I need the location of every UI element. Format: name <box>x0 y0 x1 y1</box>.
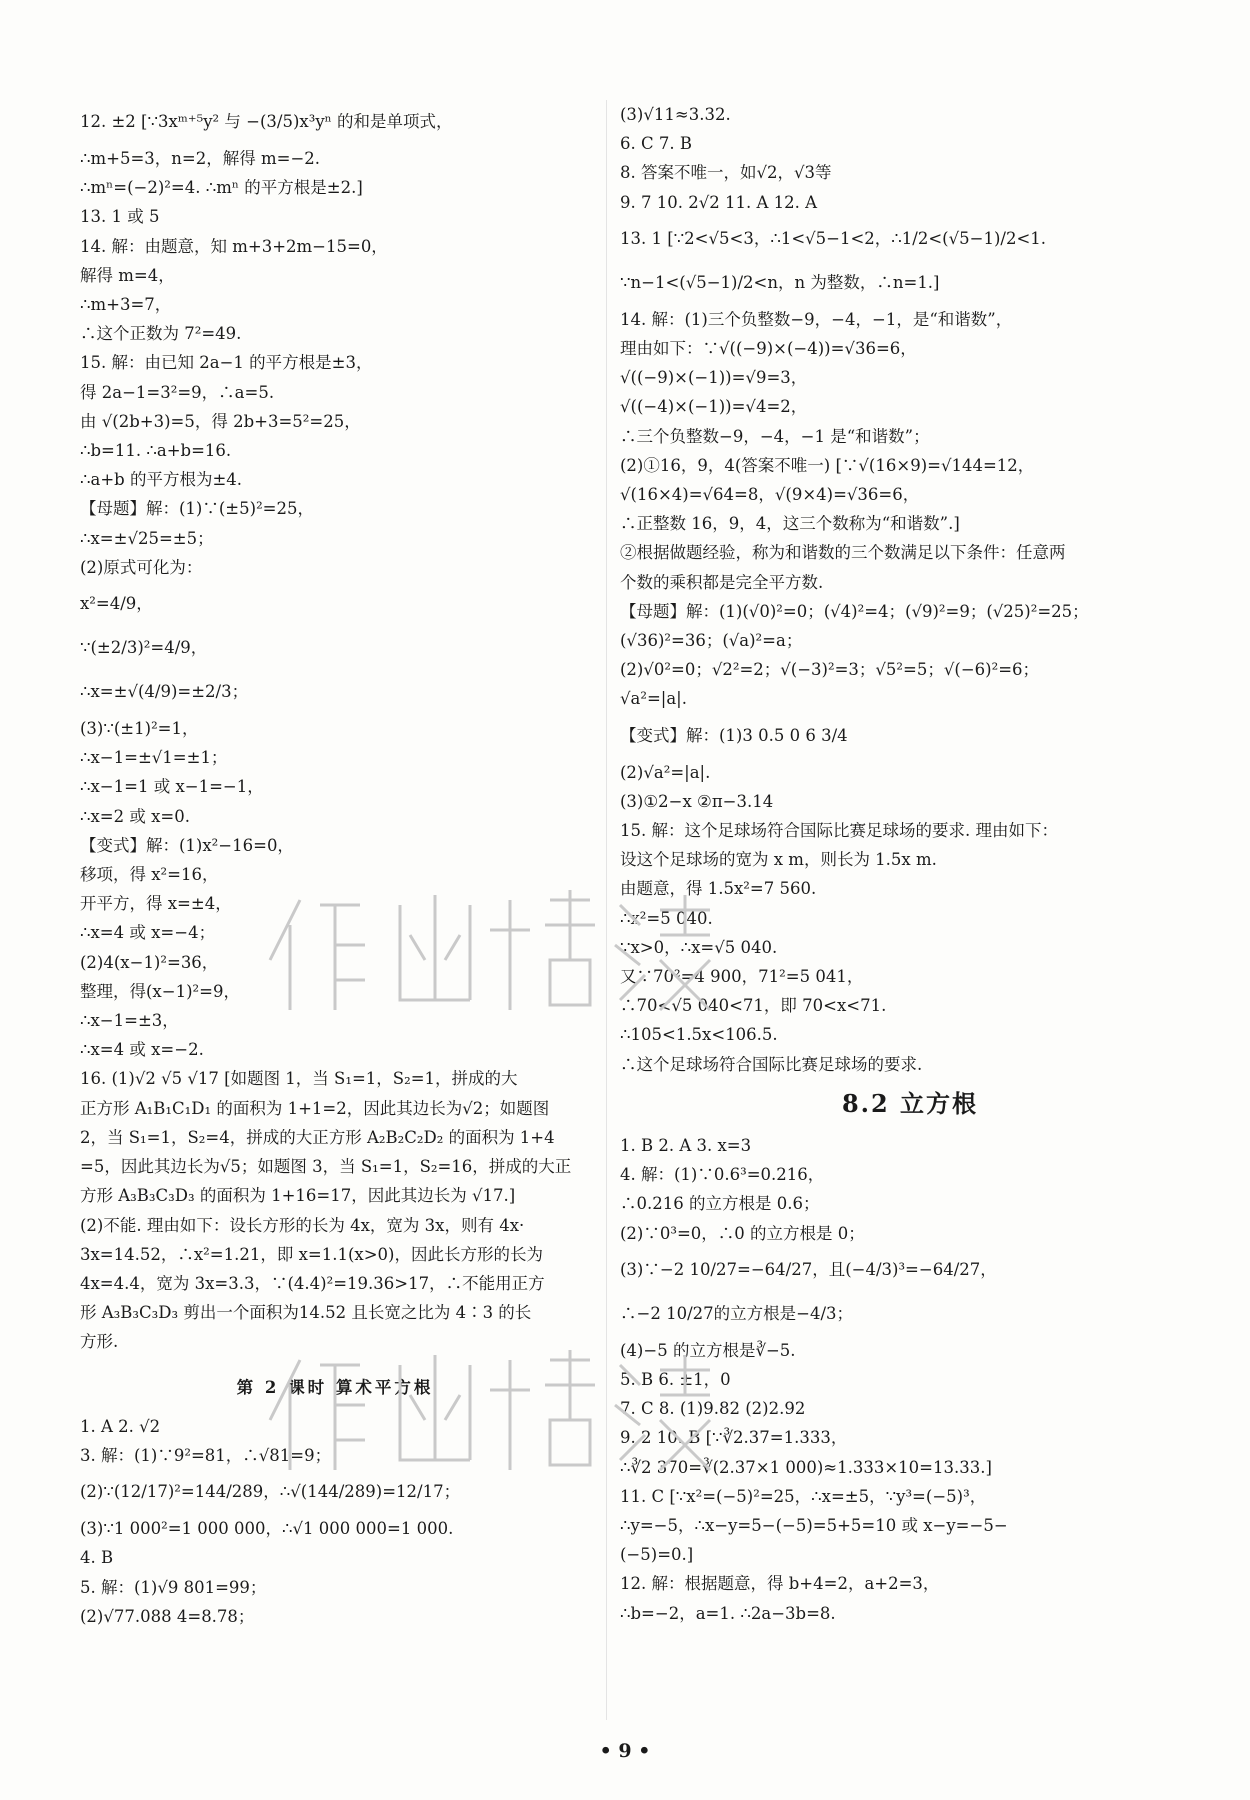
answer-line: 5. B 6. ±1，0 <box>620 1369 731 1389</box>
answer-line: 4. 解：(1)∵0.6³=0.216， <box>620 1165 825 1185</box>
answer-line: ∴x−1=1 或 x−1=−1， <box>80 777 264 797</box>
answer-line: 又∵70²=4 900，71²=5 041， <box>620 967 864 987</box>
answer-line: (2)√a²=|a|. <box>620 762 711 782</box>
answer-line: x²=4/9， <box>80 594 153 614</box>
answer-line: =5，因此其边长为√5；如题图 3，当 S₁=1，S₂=16，拼成的大正 <box>80 1157 572 1177</box>
answer-line: 设这个足球场的宽为 x m，则长为 1.5x m. <box>620 850 937 870</box>
answer-line: ∴x=4 或 x=−2. <box>80 1040 204 1060</box>
answer-line: 个数的乘积都是完全平方数. <box>620 572 824 592</box>
answer-line: 5. 解：(1)√9 801=99； <box>80 1577 267 1597</box>
answer-line: 13. 1 [∵2<√5<3，∴1<√5−1<2，∴1/2<(√5−1)/2<1. <box>620 228 1047 248</box>
answer-line: 8. 答案不唯一，如√2，√3等 <box>620 163 832 183</box>
answer-line: ∴y=−5，∴x−y=5−(−5)=5+5=10 或 x−y=−5− <box>620 1515 1008 1535</box>
answer-line: 14. 解：(1)三个负整数−9，−4，−1，是“和谐数”， <box>620 309 1013 329</box>
answer-line: ∴70<√5 040<71，即 70<x<71. <box>620 996 887 1016</box>
answer-line: (√36)²=36；(√a)²=a； <box>620 631 803 651</box>
answer-line: (2)不能. 理由如下：设长方形的长为 4x，宽为 3x，则有 4x· <box>80 1215 525 1235</box>
answer-line: 4. B <box>80 1548 114 1568</box>
answer-line: ∴a+b 的平方根为±4. <box>80 470 243 490</box>
answer-line: ∴x²=5 040. <box>620 908 713 928</box>
answer-line: 【母题】解：(1)(√0)²=0；(√4)²=4；(√9)²=9；(√25)²=25； <box>620 601 1089 621</box>
answer-line: ∵x>0，∴x=√5 040. <box>620 937 778 957</box>
answer-line: (2)√0²=0；√2²=2；√(−3)²=3；√5²=5；√(−6)²=6； <box>620 660 1040 680</box>
answer-line: 11. C [∵x²=(−5)²=25，∴x=±5，∵y³=(−5)³， <box>620 1486 987 1506</box>
answer-line: 正方形 A₁B₁C₁D₁ 的面积为 1+1=2，因此其边长为√2；如题图 <box>80 1098 550 1118</box>
answer-line: (2)∵0³=0，∴0 的立方根是 0； <box>620 1223 865 1243</box>
answer-line: ∴x−1=±√1=±1； <box>80 748 228 768</box>
answer-line: 15. 解：这个足球场符合国际比赛足球场的要求. 理由如下： <box>620 821 1058 841</box>
answer-line: 9. 2 10. B [∵∛2.37=1.333， <box>620 1428 848 1448</box>
answer-line: (3)∵1 000²=1 000 000，∴√1 000 000=1 000. <box>80 1519 454 1539</box>
answer-line: 1. B 2. A 3. x=3 <box>620 1135 752 1155</box>
answer-line: 开平方，得 x=±4， <box>80 894 232 914</box>
left-column <box>80 100 590 1631</box>
answer-line: ②根据做题经验，称为和谐数的三个数满足以下条件：任意两 <box>620 543 1066 563</box>
answer-line: √((−4)×(−1))=√4=2， <box>620 397 808 417</box>
answer-line: 1. A 2. √2 <box>80 1416 161 1436</box>
answer-line: 解得 m=4， <box>80 265 175 285</box>
answer-line: 3x=14.52，∴x²=1.21，即 x=1.1(x>0)，因此长方形的长为 <box>80 1244 543 1264</box>
answer-line: (2)∵(12/17)²=144/289，∴√(144/289)=12/17； <box>80 1482 461 1502</box>
answer-line: √(16×4)=√64=8，√(9×4)=√36=6， <box>620 485 920 505</box>
answer-line: ∴这个正数为 7²=49. <box>80 324 242 344</box>
answer-line: (2)4(x−1)²=36， <box>80 952 219 972</box>
page-number: • 9 • <box>599 1740 651 1762</box>
answer-line: 14. 解：由题意，知 m+3+2m−15=0， <box>80 236 388 256</box>
answer-line: (3)∵−2 10/27=−64/27，且(−4/3)³=−64/27， <box>620 1259 997 1279</box>
answer-line: 【变式】解：(1)3 0.5 0 6 3/4 <box>620 725 848 745</box>
answer-line: (2)原式可化为： <box>80 557 203 577</box>
answer-line: 由 √(2b+3)=5，得 2b+3=5²=25， <box>80 411 361 431</box>
answer-line: ∴x−1=±3， <box>80 1011 179 1031</box>
answer-line: (4)−5 的立方根是∛−5. <box>620 1340 796 1360</box>
answer-line: 7. C 8. (1)9.82 (2)2.92 <box>620 1399 806 1419</box>
answer-line: 3. 解：(1)∵9²=81，∴√81=9； <box>80 1445 332 1465</box>
lesson-subheading: 第 2 课时 算术平方根 <box>236 1377 434 1397</box>
answer-line: ∴mⁿ=(−2)²=4. ∴mⁿ 的平方根是±2.] <box>80 178 363 198</box>
answer-line: 4x=4.4，宽为 3x=3.3，∵(4.4)²=19.36>17，∴不能用正方 <box>80 1273 545 1293</box>
answer-line: 13. 1 或 5 <box>80 207 160 227</box>
answer-line: 理由如下：∵√((−9)×(−4))=√36=6， <box>620 339 917 359</box>
answer-line: ∴0.216 的立方根是 0.6； <box>620 1194 820 1214</box>
answer-line: ∵n−1<(√5−1)/2<n，n 为整数，∴n=1.] <box>620 272 940 292</box>
answer-line: (2)①16，9，4(答案不唯一) [∵√(16×9)=√144=12， <box>620 455 1035 475</box>
answer-line: ∴x=4 或 x=−4； <box>80 923 216 943</box>
answer-line: ∴105<1.5x<106.5. <box>620 1025 778 1045</box>
answer-line: 6. C 7. B <box>620 134 692 154</box>
answer-line: 由题意，得 1.5x²=7 560. <box>620 879 817 899</box>
answer-line: 移项，得 x²=16， <box>80 865 219 885</box>
answer-line: 15. 解：由已知 2a−1 的平方根是±3， <box>80 353 373 373</box>
answer-line: ∴m+5=3，n=2，解得 m=−2. <box>80 149 321 168</box>
answer-line: ∴b=11. ∴a+b=16. <box>80 441 232 461</box>
answer-line: 得 2a−1=3²=9，∴a=5. <box>80 382 275 402</box>
answer-line: 形 A₃B₃C₃D₃ 剪出一个面积为14.52 且长宽之比为 4∶3 的长 <box>80 1303 532 1323</box>
answer-line: 方形. <box>80 1332 119 1352</box>
answer-line: ∴x=2 或 x=0. <box>80 806 190 826</box>
answer-line: ∴−2 10/27的立方根是−4/3； <box>620 1303 853 1323</box>
answer-line: ∴∛2 370=∛(2.37×1 000)≈1.333×10=13.33.] <box>620 1457 992 1477</box>
answer-line: ∴b=−2，a=1. ∴2a−3b=8. <box>620 1603 836 1623</box>
answer-line: √((−9)×(−1))=√9=3， <box>620 368 808 388</box>
answer-line: 方形 A₃B₃C₃D₃ 的面积为 1+16=17，因此其边长为 √17.] <box>80 1186 516 1206</box>
column-divider <box>606 100 607 1720</box>
answer-line: 整理，得(x−1)²=9， <box>80 981 240 1001</box>
answer-line: 16. (1)√2 √5 √17 [如题图 1，当 S₁=1，S₂=1，拼成的大 <box>80 1069 518 1089</box>
answer-line: 12. ±2 [∵3xᵐ⁺⁵y² 与 −(3/5)x³yⁿ 的和是单项式， <box>80 112 453 131</box>
answer-line: (2)√77.088 4=8.78； <box>80 1606 255 1626</box>
right-column <box>620 100 1140 1628</box>
answer-line: ∵(±2/3)²=4/9， <box>80 638 208 658</box>
answer-line: ∴这个足球场符合国际比赛足球场的要求. <box>620 1054 923 1074</box>
answer-line: ∴x=±√(4/9)=±2/3； <box>80 682 249 702</box>
answer-line: 【变式】解：(1)x²−16=0， <box>80 835 294 855</box>
answer-line: (−5)=0.] <box>620 1545 694 1565</box>
answer-line: 【母题】解：(1)∵(±5)²=25， <box>80 499 315 519</box>
answer-line: 12. 解：根据题意，得 b+4=2，a+2=3， <box>620 1574 940 1594</box>
answer-line: ∴x=±√25=±5； <box>80 528 214 548</box>
section-heading: 8.2 立方根 <box>841 1088 979 1118</box>
answer-line: √a²=|a|. <box>620 689 687 709</box>
answer-line: ∴m+3=7， <box>80 295 172 315</box>
answer-line: ∴正整数 16，9，4，这三个数称为“和谐数”.] <box>620 514 960 534</box>
answer-line: (3)√11≈3.32. <box>620 105 731 124</box>
answer-line: 2，当 S₁=1，S₂=4，拼成的大正方形 A₂B₂C₂D₂ 的面积为 1+4 <box>80 1127 555 1147</box>
answer-line: (3)∵(±1)²=1， <box>80 719 199 739</box>
answer-line: 9. 7 10. 2√2 11. A 12. A <box>620 192 818 212</box>
answer-line: (3)①2−x ②π−3.14 <box>620 791 774 811</box>
answer-line: ∴三个负整数−9，−4，−1 是“和谐数”； <box>620 426 930 446</box>
